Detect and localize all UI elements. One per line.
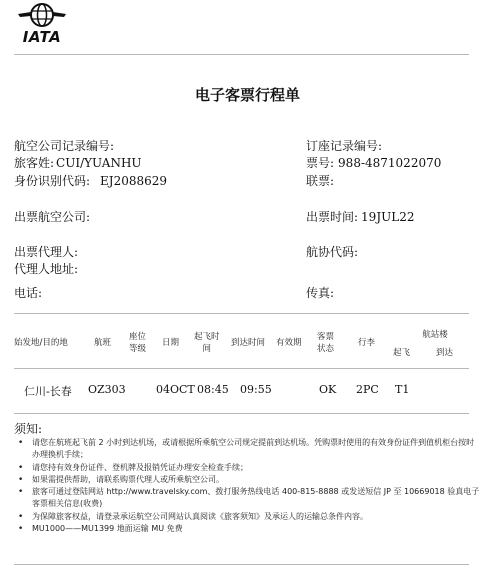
row-terminal-dep: T1 (395, 383, 410, 396)
header-baggage: 行李 (358, 338, 376, 348)
notice-item: • 如果需提供帮助，请联系购票代理人或所乘航空公司。 (18, 474, 480, 486)
agent-address-label: 代理人地址: (14, 262, 79, 276)
ticket-no-value: 988-4871022070 (338, 156, 442, 170)
header-divider (14, 54, 469, 55)
row-route: 仁川-长春 (24, 385, 72, 398)
header-cabin (129, 331, 146, 355)
issuing-airline-label: 出票航空公司: (14, 210, 91, 224)
conjunction-field (306, 173, 334, 189)
header-arrival: 到达时间 (231, 338, 266, 348)
ticket-no-field (306, 155, 441, 171)
header-status (317, 331, 334, 355)
footer-divider (14, 564, 469, 565)
agent-field (14, 244, 78, 260)
logo-text: IATA (22, 28, 62, 46)
row-arrival: 09:55 (240, 383, 272, 396)
notice-item: • 请您在航班起飞前 2 小时到达机场，或请根据所乘航空公司规定提前到达机场。凭购票时使用的有效身份证件到值机柜台按时办理换机手续； (18, 437, 480, 462)
notice-item: • MU1000——MU1399 地面运输 MU 免费 (18, 523, 480, 535)
notice-item: • 请您持有效身份证件、登机牌及报销凭证办理安全检查手续； (18, 462, 480, 474)
id-field (14, 173, 167, 189)
phone-label: 电话: (14, 286, 43, 300)
record-locator-label: 航空公司记录编号: (14, 139, 115, 153)
table-header-divider (14, 368, 469, 369)
id-label: 身份识别代码: (14, 174, 91, 188)
header-route: 始发地/目的地 (14, 338, 68, 348)
agent-address-field (14, 261, 78, 277)
issue-time-label: 出票时间: (306, 210, 359, 224)
booking-ref-label: 订座记录编号: (306, 139, 383, 153)
header-cabin-line2: 等级 (129, 344, 147, 354)
header-departure (194, 331, 220, 355)
row-status: OK (319, 383, 337, 396)
phone-field (14, 285, 42, 301)
header-terminal: 航站楼 (422, 330, 448, 340)
notice-item: • 为保障旅客权益，请登录承运航空公司网站认真阅读《旅客须知》及承运人的运输总条件内容。 (18, 511, 480, 523)
agent-label: 出票代理人: (14, 245, 79, 259)
conjunction-label: 联票: (306, 174, 335, 188)
issue-time-value: 19JUL22 (361, 210, 415, 224)
row-flight: OZ303 (88, 383, 126, 396)
record-locator-field (14, 138, 114, 154)
row-date: 04OCT (156, 383, 195, 396)
booking-ref-field (306, 138, 382, 154)
header-status-line2: 状态 (317, 344, 335, 354)
passenger-label: 旅客姓: (14, 156, 55, 170)
header-terminal-arr: 到达 (436, 348, 454, 358)
header-flight: 航班 (94, 338, 112, 348)
notice-divider (14, 413, 469, 414)
header-terminal-dep: 起飞 (393, 348, 411, 358)
page-title: 电子客票行程单 (194, 86, 300, 104)
header-cabin-line1: 座位 (129, 332, 147, 342)
row-baggage: 2PC (356, 383, 379, 396)
notice-item: • 旅客可通过登陆网站 http://www.travelsky.com、拨打服务热线电话 400-815-8888 或发送短信 JP 至 10669018 验真电子客票相关信息(收费) (18, 486, 480, 511)
id-value: EJ2088629 (100, 174, 168, 188)
fax-label: 传真: (306, 286, 335, 300)
header-date: 日期 (162, 338, 180, 348)
issue-time-field (306, 209, 414, 225)
notice-list (18, 437, 480, 535)
header-status-line1: 客票 (317, 332, 335, 342)
header-departure-line2: 间 (202, 344, 212, 354)
issuing-airline-field (14, 209, 90, 225)
ticket-no-label: 票号: (306, 156, 335, 170)
fax-field (306, 285, 334, 301)
header-validity: 有效期 (276, 338, 302, 348)
iata-logo (16, 2, 68, 46)
header-departure-line1: 起飞时 (194, 332, 220, 342)
notice-title: 须知: (14, 422, 43, 436)
row-departure: 08:45 (197, 383, 229, 396)
passenger-field (14, 155, 142, 171)
iata-code-field (306, 244, 358, 260)
iata-code-label: 航协代码: (306, 245, 359, 259)
table-top-divider (14, 313, 469, 314)
passenger-value: CUI/YUANHU (56, 156, 142, 170)
